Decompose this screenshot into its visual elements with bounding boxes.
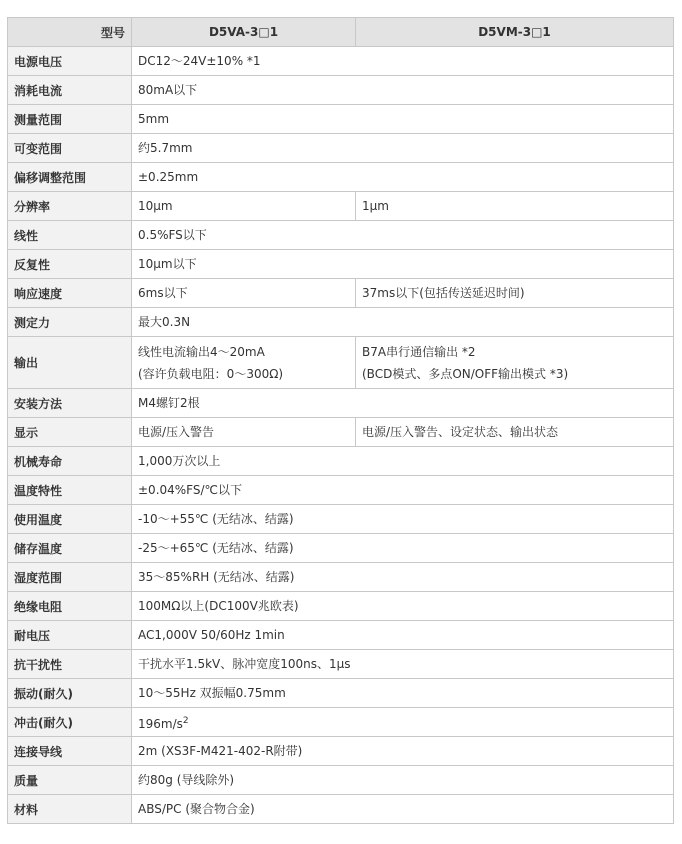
table-row <box>8 76 674 105</box>
table-row <box>8 221 674 250</box>
shock-exponent: 2 <box>182 715 189 726</box>
row-label: 耐电压 <box>8 621 132 650</box>
table-row <box>8 134 674 163</box>
row-label: 测定力 <box>8 308 132 337</box>
row-label: 湿度范围 <box>8 563 132 592</box>
table-row <box>8 279 674 308</box>
row-value: 约5.7mm <box>132 134 674 163</box>
row-value: ±0.25mm <box>132 163 674 192</box>
row-value: 80mA以下 <box>132 76 674 105</box>
table-row <box>8 737 674 766</box>
row-label: 分辨率 <box>8 192 132 221</box>
row-value: 35～85%RH (无结冰、结露) <box>132 563 674 592</box>
output-a-line1: 线性电流输出4～20mA <box>138 344 265 359</box>
row-value-b: 37ms以下(包括传送延迟时间) <box>356 279 674 308</box>
row-value: 10μm以下 <box>132 250 674 279</box>
row-value: ±0.04%FS/℃以下 <box>132 476 674 505</box>
table-row <box>8 308 674 337</box>
type-header: 型号 <box>8 18 132 47</box>
table-row <box>8 679 674 708</box>
row-value-b <box>356 337 674 389</box>
row-value: 5mm <box>132 105 674 134</box>
table-row <box>8 418 674 447</box>
table-row <box>8 563 674 592</box>
table-row <box>8 105 674 134</box>
output-b-line2: (BCD模式、多点ON/OFF输出模式 *3) <box>362 366 569 381</box>
row-label: 使用温度 <box>8 505 132 534</box>
table-row <box>8 505 674 534</box>
row-value: 干扰水平1.5kV、脉冲宽度100ns、1μs <box>132 650 674 679</box>
row-label: 可变范围 <box>8 134 132 163</box>
row-value-b: 1μm <box>356 192 674 221</box>
table-row <box>8 766 674 795</box>
row-label: 测量范围 <box>8 105 132 134</box>
row-label: 响应速度 <box>8 279 132 308</box>
row-value: AC1,000V 50/60Hz 1min <box>132 621 674 650</box>
row-label: 连接导线 <box>8 737 132 766</box>
row-value: -10～+55℃ (无结冰、结露) <box>132 505 674 534</box>
row-label: 机械寿命 <box>8 447 132 476</box>
row-value: 最大0.3N <box>132 308 674 337</box>
table-row <box>8 337 674 389</box>
table-row <box>8 795 674 824</box>
table-row <box>8 389 674 418</box>
row-value-a: 6ms以下 <box>132 279 356 308</box>
output-b-line1: B7A串行通信输出 *2 <box>362 344 476 359</box>
row-value: 10～55Hz 双振幅0.75mm <box>132 679 674 708</box>
row-value: ABS/PC (聚合物合金) <box>132 795 674 824</box>
row-label: 冲击(耐久) <box>8 708 132 737</box>
row-label: 振动(耐久) <box>8 679 132 708</box>
output-a-line2: (容许负载电阻：0～300Ω) <box>138 366 284 381</box>
table-row <box>8 592 674 621</box>
row-label: 反复性 <box>8 250 132 279</box>
row-label: 偏移调整范围 <box>8 163 132 192</box>
row-label: 输出 <box>8 337 132 389</box>
row-label: 绝缘电阻 <box>8 592 132 621</box>
row-label: 材料 <box>8 795 132 824</box>
row-value: 约80g (导线除外) <box>132 766 674 795</box>
model-a-header: D5VA-3□1 <box>132 18 356 47</box>
row-label: 储存温度 <box>8 534 132 563</box>
header-row <box>8 18 674 47</box>
row-value: 2m (XS3F-M421-402-R附带) <box>132 737 674 766</box>
row-value: DC12～24V±10% *1 <box>132 47 674 76</box>
table-row <box>8 534 674 563</box>
row-label: 电源电压 <box>8 47 132 76</box>
table-row <box>8 192 674 221</box>
row-label: 质量 <box>8 766 132 795</box>
table-row <box>8 708 674 737</box>
table-row <box>8 47 674 76</box>
row-value-a: 10μm <box>132 192 356 221</box>
shock-value: 196m/s <box>138 716 183 731</box>
row-value-a <box>132 337 356 389</box>
model-b-header: D5VM-3□1 <box>356 18 674 47</box>
table-row <box>8 250 674 279</box>
row-label: 显示 <box>8 418 132 447</box>
row-value: 1,000万次以上 <box>132 447 674 476</box>
row-value: 0.5%FS以下 <box>132 221 674 250</box>
table-row <box>8 621 674 650</box>
row-value: -25～+65℃ (无结冰、结露) <box>132 534 674 563</box>
row-label: 安装方法 <box>8 389 132 418</box>
row-label: 温度特性 <box>8 476 132 505</box>
spec-table <box>7 17 674 824</box>
table-row <box>8 447 674 476</box>
row-label: 线性 <box>8 221 132 250</box>
row-label: 抗干扰性 <box>8 650 132 679</box>
table-row <box>8 476 674 505</box>
row-label: 消耗电流 <box>8 76 132 105</box>
table-row <box>8 163 674 192</box>
row-value-a: 电源/压入警告 <box>132 418 356 447</box>
row-value <box>132 708 674 737</box>
row-value: M4螺钉2根 <box>132 389 674 418</box>
row-value: 100MΩ以上(DC100V兆欧表) <box>132 592 674 621</box>
row-value-b: 电源/压入警告、设定状态、输出状态 <box>356 418 674 447</box>
table-row <box>8 650 674 679</box>
